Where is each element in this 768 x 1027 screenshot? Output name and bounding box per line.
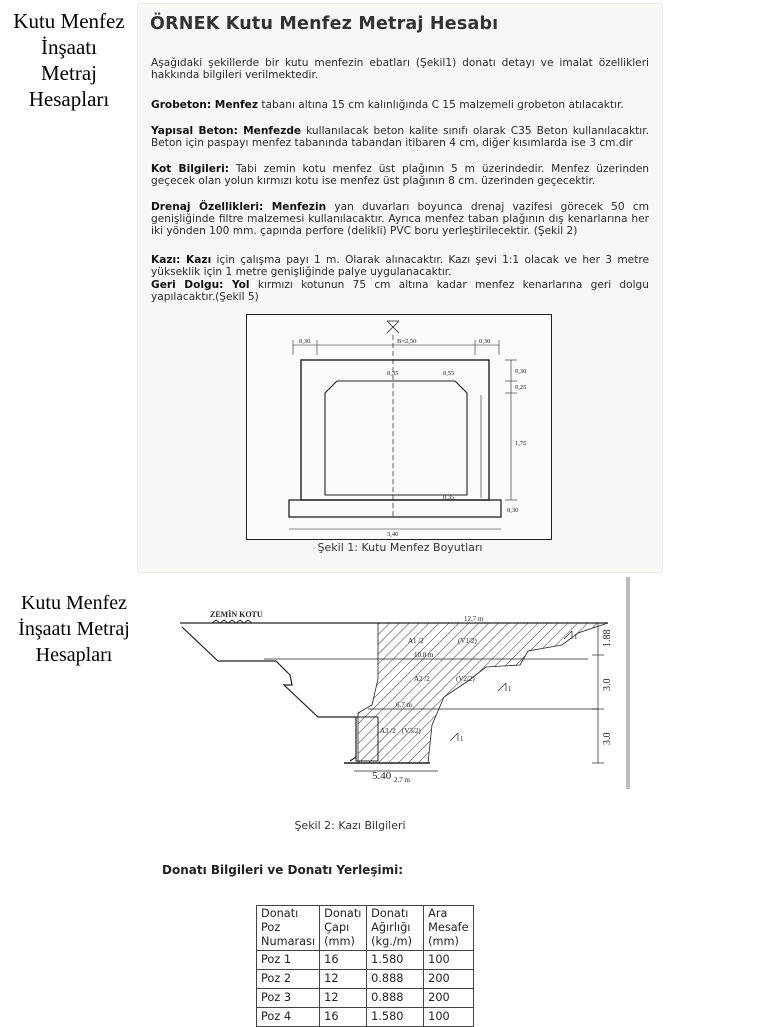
header-line: (mm) (428, 935, 459, 948)
header-line: Donatı (324, 907, 362, 920)
column-header (257, 906, 320, 951)
section-marker-icon (387, 321, 399, 333)
paragraph-lead: Grobeton: Menfez (151, 99, 259, 111)
dim-chamfer: 0,55 (443, 370, 455, 377)
dim-roof: 0,30 (515, 368, 527, 375)
header-line: Numarası (261, 935, 316, 948)
header-line: Poz (261, 921, 281, 934)
width-3-label: 6.7 m (396, 701, 412, 709)
grobeton-paragraph (151, 99, 649, 111)
column-header (424, 906, 473, 951)
slope-label: 1 (460, 735, 464, 743)
table-cell: 16 (320, 951, 367, 970)
header-line: Mesafe (428, 921, 469, 934)
bottom-width2-label: 2.7 m (394, 776, 410, 784)
paragraph-text: kullanılacak beton kalite sınıfı olarak C35 Beton kullanılacaktır. Beton için paspayı menfez tabanında tabandan itibaren 4 cm, diğer kısımlarda ise 3 cm.dir (151, 125, 649, 150)
geri-dolgu-paragraph (151, 279, 649, 303)
table-row (257, 989, 474, 1008)
side-title-1-line: İnşaatı (41, 35, 97, 59)
drenaj-paragraph (151, 201, 649, 238)
page-title: ÖRNEK Kutu Menfez Metraj Hesabı (150, 14, 499, 34)
paragraph-lead: Geri Dolgu: Yol (151, 279, 250, 291)
table-row (257, 951, 474, 970)
height-2-label: 3.0 (602, 678, 613, 691)
side-title-1-line: Kutu Menfez (13, 9, 125, 33)
slope-label: 1 (508, 685, 512, 693)
donati-table (256, 905, 474, 1027)
excavation-drawing (168, 577, 630, 789)
header-line: (kg./m) (371, 935, 413, 948)
table-cell: 1.580 (367, 1008, 424, 1027)
dim-haunch: 0,25 (515, 384, 527, 391)
side-title-2-line: İnşaatı Metraj (18, 618, 130, 640)
table-header-row (257, 906, 474, 951)
kazi-paragraph (151, 254, 649, 278)
table-cell: Poz 2 (257, 970, 320, 989)
base-slab (289, 500, 501, 517)
paragraph-text: yan duvarları boyunca drenaj vazifesi görecek 50 cm genişliğinde filtre malzemesi kullanılacaktır. Ayrıca menfez taban plağının dış kenarlarına her iki yönden 100 mm. çapında perfore (delikli) PVC boru yerleştirilecektir. (Şekil 2) (151, 201, 649, 238)
figure1-caption: Şekil 1: Kutu Menfez Boyutları (317, 541, 483, 554)
header-line: Donatı (261, 907, 299, 920)
volume-v2-label: (V2/2) (456, 675, 475, 683)
table-cell: 1.580 (367, 951, 424, 970)
header-line: Ağırlığı (371, 921, 411, 934)
slope-marker (450, 733, 458, 741)
header-line: Çapı (324, 921, 350, 934)
box-culvert-drawing (246, 314, 552, 540)
header-line: Ara (428, 907, 448, 920)
box-culvert-svg (247, 315, 551, 539)
column-header (320, 906, 367, 951)
side-title-2-line: Kutu Menfez (20, 592, 128, 614)
zemin-kotu-label: ZEMİN KOTU (210, 610, 263, 619)
dim-slab: 0,30 (507, 507, 519, 514)
area-a2-label: A2 /2 (414, 675, 430, 683)
dim-width: 3,40 (387, 531, 399, 538)
column-header (367, 906, 424, 951)
bottom-width-label: 5.40 (372, 770, 392, 782)
side-title-1-line: Hesapları (28, 87, 110, 111)
volume-v1-label: (V1/2) (458, 637, 477, 645)
table-cell: 100 (424, 1008, 473, 1027)
culvert-opening (325, 381, 467, 495)
area-a1-label: A1 /2 (408, 637, 424, 645)
slope-marker (498, 683, 506, 691)
paragraph-text: Tabi zemin kotu menfez üst plağının 5 m üzerindedir. Menfez üzerinden geçecek olan yolun kırmızı kotu ise menfez üst plağının 8 cm. üzerinden geçecektir. (151, 163, 649, 188)
width-1-label: 12.7 m (464, 615, 484, 623)
table-cell: 200 (424, 989, 473, 1008)
paragraph-lead: Kazı: Kazı (151, 254, 212, 266)
table-cell: 12 (320, 989, 367, 1008)
left-excavation-profile (182, 627, 356, 761)
donati-heading: Donatı Bilgileri ve Donatı Yerleşimi: (162, 863, 403, 877)
height-1-label: 1.88 (602, 629, 613, 647)
area-a3-label: A3 /2 (380, 727, 396, 735)
paragraph-text: tabanı altına 15 cm kalınlığında C 15 malzemeli grobeton atılacaktır. (258, 99, 624, 111)
table-cell: Poz 1 (257, 951, 320, 970)
paragraph-lead: Kot Bilgileri: (151, 163, 230, 175)
height-3-label: 3.0 (602, 732, 613, 745)
table-cell: 0.888 (367, 970, 424, 989)
slope-label: 1 (574, 633, 578, 641)
table-cell: Poz 3 (257, 989, 320, 1008)
table-cell: 16 (320, 1008, 367, 1027)
dim-inner-top: 0,35 (387, 370, 399, 377)
side-title-1 (0, 8, 138, 112)
header-line: Donatı (371, 907, 409, 920)
dim-top-right: 0,30 (479, 338, 491, 345)
table-cell: 0.888 (367, 989, 424, 1008)
table-cell: 100 (424, 951, 473, 970)
paragraph-text: için çalışma payı 1 m. Olarak alınacaktır. Kazı şevi 1:1 olacak ve her 3 metre yükseklik için 1 metre genişliğinde palye uygulanacaktır. (151, 254, 649, 279)
side-title-2-line: Hesapları (35, 644, 113, 666)
table-cell: 200 (424, 970, 473, 989)
excavation-svg (168, 577, 622, 789)
backfill-hatched-area (358, 623, 608, 763)
yapisal-beton-paragraph (151, 125, 649, 149)
dim-top-left: 0,30 (299, 338, 311, 345)
paragraph-lead: Yapısal Beton: Menfezde (151, 125, 302, 137)
intro-paragraph: Aşağıdaki şekillerde bir kutu menfezin ebatları (Şekil1) donatı detayı ve imalat özellikleri hakkında bilgileri verilmektedir. (151, 57, 649, 82)
table-cell: Poz 4 (257, 1008, 320, 1027)
width-2-label: 10.8 m (414, 651, 434, 659)
volume-v3-label: (V3/2) (402, 727, 421, 735)
scanned-page-1 (138, 4, 662, 572)
dim-base-inner: 0,35 (443, 494, 455, 501)
kot-paragraph (151, 163, 649, 187)
dim-top-mid: B=2,50 (397, 338, 417, 345)
side-title-2 (0, 590, 148, 668)
header-line: (mm) (324, 935, 355, 948)
figure2-caption: Şekil 2: Kazı Bilgileri (294, 819, 406, 832)
table-row (257, 970, 474, 989)
side-title-1-line: Metraj (41, 61, 97, 85)
dim-height: 1,75 (515, 440, 527, 447)
table-cell: 12 (320, 970, 367, 989)
paragraph-text: kırmızı kotunun 75 cm altına kadar menfez kenarlarına geri dolgu yapılacaktır.(Şekil 5) (151, 279, 649, 304)
paragraph-lead: Drenaj Özellikleri: Menfezin (151, 201, 327, 213)
